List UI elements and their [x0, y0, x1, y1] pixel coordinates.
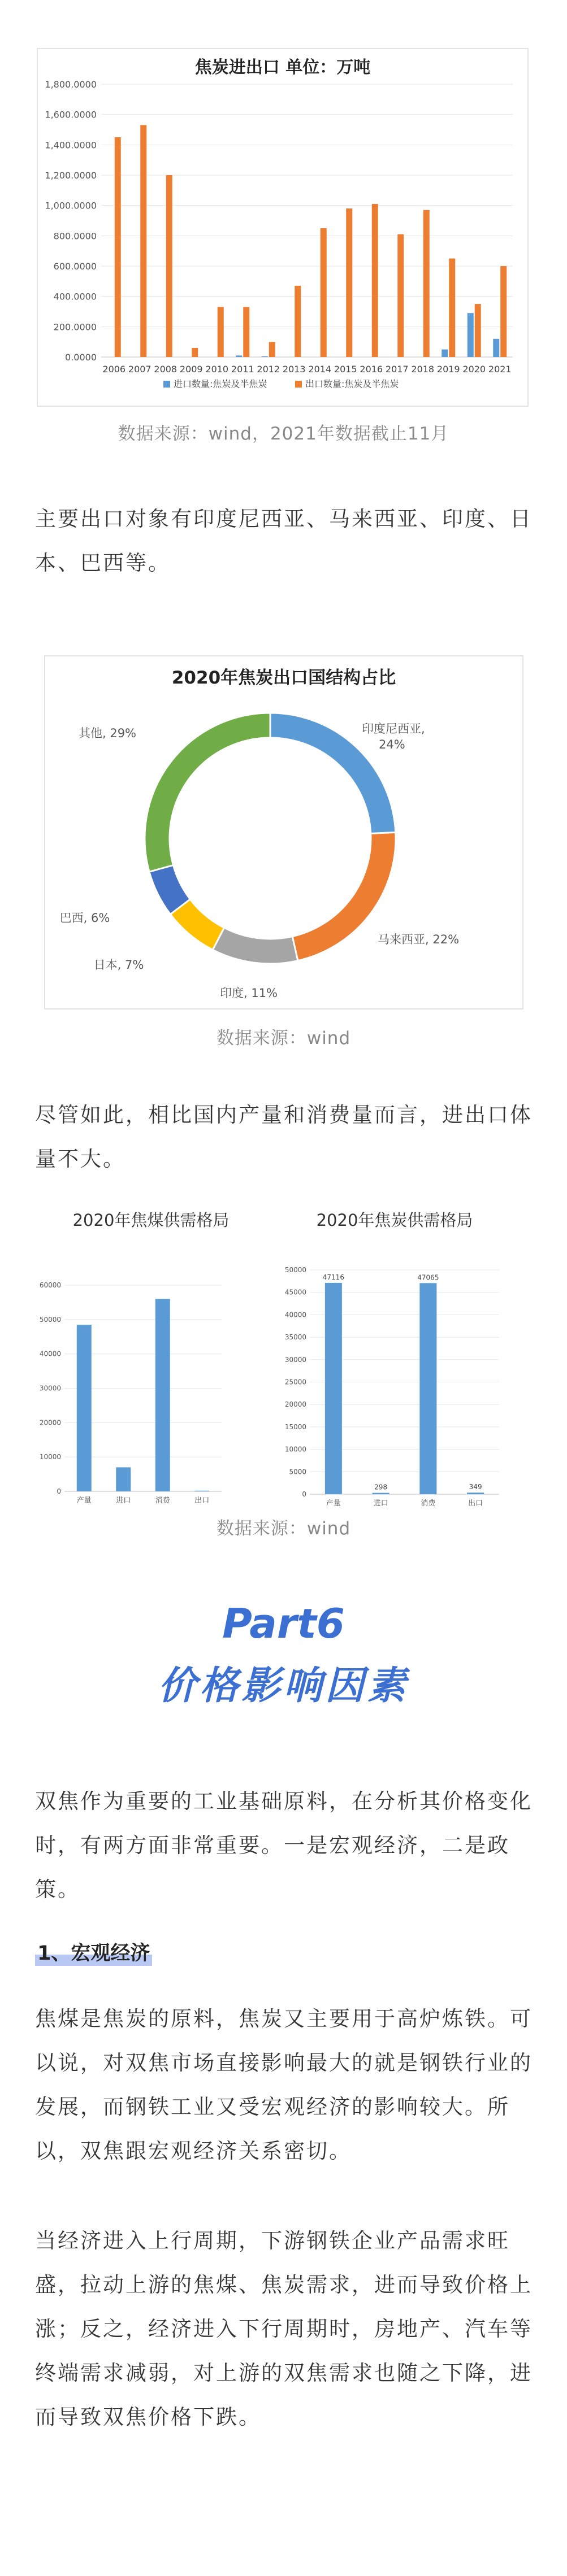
x-tick-label: 2006 [102, 364, 126, 375]
x-tick-label: 2010 [205, 364, 229, 375]
part-heading [150, 1655, 417, 1710]
y-tick-label: 0.0000 [65, 352, 97, 363]
chart34-caption: 数据来源：wind [216, 1518, 351, 1539]
bar-export [397, 234, 404, 357]
legend-label-import: 进口数量:焦炭及半焦炭 [174, 378, 267, 389]
x-tick-label: 出口 [194, 1496, 210, 1505]
slice-label-印度: 印度, 11% [219, 986, 278, 1000]
bar-export [218, 307, 224, 357]
x-tick-label: 2016 [360, 364, 383, 375]
bar-export [475, 304, 481, 357]
x-tick-label: 2009 [179, 364, 203, 375]
paragraph-intro: 双焦作为重要的工业基础原料，在分析其价格变化时，有两方面非常重要。一是宏观经济，二是政策。 [35, 1789, 533, 1901]
coking-coal-supply-demand-chart [35, 1203, 284, 1505]
x-tick-label: 2012 [257, 364, 280, 375]
bar-产量 [325, 1283, 342, 1494]
y-tick-label: 30000 [284, 1355, 306, 1364]
bar-export [269, 342, 275, 357]
part-number: Part6 [222, 1600, 345, 1647]
bar-export [192, 348, 198, 357]
bar-export [140, 125, 146, 357]
y-tick-label: 50000 [284, 1266, 306, 1274]
import-export-chart-frame [37, 48, 529, 407]
donut-slice-其他 [145, 713, 270, 872]
y-tick-label: 0 [57, 1487, 61, 1495]
y-tick-label: 1,600.0000 [45, 109, 97, 120]
x-tick-label: 2017 [385, 364, 409, 375]
slice-label-印度尼西亚: 印度尼西亚, 24% [362, 722, 425, 751]
legend-swatch-export [295, 381, 302, 388]
bar-export [346, 208, 352, 357]
section-heading-macro: 1、宏观经济 [35, 1938, 152, 1966]
y-tick-label: 1,200.0000 [45, 170, 97, 181]
y-tick-label: 200.0000 [53, 321, 97, 333]
y-tick-label: 600.0000 [53, 261, 97, 272]
bar-import [442, 350, 448, 357]
paragraph-export-targets: 主要出口对象有印度尼西亚、马来西亚、印度、日本、巴西等。 [35, 507, 533, 575]
bar-import [493, 339, 499, 357]
x-tick-label: 进口 [116, 1496, 131, 1505]
y-tick-label: 5000 [289, 1468, 306, 1476]
x-tick-label: 消费 [155, 1496, 170, 1505]
bar-export [243, 307, 249, 357]
x-tick-label: 2019 [436, 364, 460, 375]
data-label: 47116 [322, 1273, 344, 1281]
bar-export [166, 175, 172, 357]
y-tick-label: 25000 [284, 1378, 306, 1386]
bar-export [500, 266, 507, 357]
x-tick-label: 2015 [334, 364, 357, 375]
export-structure-donut-chart [45, 656, 522, 1008]
bar-export [372, 204, 378, 357]
y-tick-label: 40000 [284, 1311, 306, 1319]
chart-title: 2020年焦炭出口国结构占比 [171, 668, 396, 688]
x-tick-label: 2014 [308, 364, 332, 375]
paragraph-volume: 尽管如此，相比国内产量和消费量而言，进出口体量不大。 [35, 1103, 533, 1171]
bar-export [321, 228, 327, 357]
slice-label-日本: 日本, 7% [93, 958, 144, 972]
x-tick-label: 2007 [128, 364, 152, 375]
x-tick-label: 2021 [488, 364, 512, 375]
bar-export [295, 286, 301, 357]
bar-进口 [373, 1493, 389, 1494]
y-tick-label: 10000 [284, 1445, 306, 1454]
y-tick-label: 15000 [284, 1422, 306, 1431]
chart-title: 2020年焦煤供需格局 [72, 1211, 230, 1230]
y-tick-label: 20000 [284, 1400, 306, 1409]
slice-label-马来西亚: 马来西亚, 22% [378, 933, 460, 946]
y-tick-label: 40000 [39, 1350, 61, 1358]
bar-import [236, 355, 242, 357]
part-heading-text: 价格影响因素 [158, 1664, 409, 1708]
y-tick-label: 50000 [39, 1315, 61, 1324]
bar-消费 [419, 1283, 436, 1494]
x-tick-label: 消费 [421, 1499, 436, 1508]
y-tick-label: 1,400.0000 [45, 140, 97, 151]
x-tick-label: 产量 [326, 1499, 341, 1508]
data-label: 349 [469, 1483, 482, 1491]
data-label: 47065 [417, 1273, 439, 1282]
chart1-caption: 数据来源：wind，2021年数据截止11月 [118, 424, 449, 444]
y-tick-label: 45000 [284, 1288, 306, 1296]
y-tick-label: 60000 [39, 1281, 61, 1289]
import-export-chart [38, 49, 527, 406]
paragraph-macro-2: 当经济进入上行周期，下游钢铁企业产品需求旺盛，拉动上游的焦煤、焦炭需求，进而导致价格上涨；反之，经济进入下行周期时，房地产、汽车等终端需求减弱，对上游的双焦需求也随之下降，进而导致双焦价格下跌。 [35, 2229, 533, 2429]
export-structure-chart-frame [44, 655, 523, 1009]
y-tick-label: 1,800.0000 [45, 79, 97, 90]
y-tick-label: 10000 [39, 1453, 61, 1461]
chart-title: 2020年焦炭供需格局 [316, 1211, 473, 1230]
bar-产量 [77, 1325, 92, 1491]
x-tick-label: 2011 [231, 364, 254, 375]
y-tick-label: 30000 [39, 1384, 61, 1393]
bar-import [468, 313, 474, 357]
x-tick-label: 进口 [373, 1499, 388, 1508]
x-tick-label: 出口 [468, 1499, 483, 1508]
x-tick-label: 2020 [462, 364, 486, 375]
slice-label-巴西: 巴西, 6% [59, 911, 110, 925]
chart-title: 焦炭进出口 单位：万吨 [194, 58, 371, 77]
bar-消费 [155, 1299, 170, 1491]
bar-出口 [467, 1492, 484, 1494]
x-tick-label: 2008 [154, 364, 178, 375]
y-tick-label: 35000 [284, 1333, 306, 1342]
legend-swatch-import [163, 381, 170, 388]
x-tick-label: 2013 [282, 364, 306, 375]
x-tick-label: 产量 [76, 1496, 92, 1505]
y-tick-label: 800.0000 [53, 230, 97, 242]
coke-supply-demand-chart [282, 1203, 536, 1508]
donut-slice-印度 [213, 928, 298, 964]
data-label: 298 [374, 1483, 388, 1491]
bar-export [423, 210, 430, 357]
slice-label-其他: 其他, 29% [78, 726, 137, 740]
y-tick-label: 1,000.0000 [45, 200, 97, 211]
legend-label-export: 出口数量:焦炭及半焦炭 [305, 378, 399, 389]
y-tick-label: 400.0000 [53, 291, 97, 302]
chart2-caption: 数据来源：wind [216, 1028, 351, 1048]
y-tick-label: 20000 [39, 1418, 61, 1427]
bar-export [449, 259, 455, 357]
bar-进口 [116, 1467, 131, 1491]
x-tick-label: 2018 [411, 364, 435, 375]
bar-import [262, 356, 268, 357]
paragraph-macro-1: 焦煤是焦炭的原料，焦炭又主要用于高炉炼铁。可以说，对双焦市场直接影响最大的就是钢铁行业的发展，而钢铁工业又受宏观经济的影响较大。所以，双焦跟宏观经济关系密切。 [35, 2007, 533, 2163]
bar-export [115, 137, 121, 357]
y-tick-label: 0 [302, 1490, 306, 1498]
